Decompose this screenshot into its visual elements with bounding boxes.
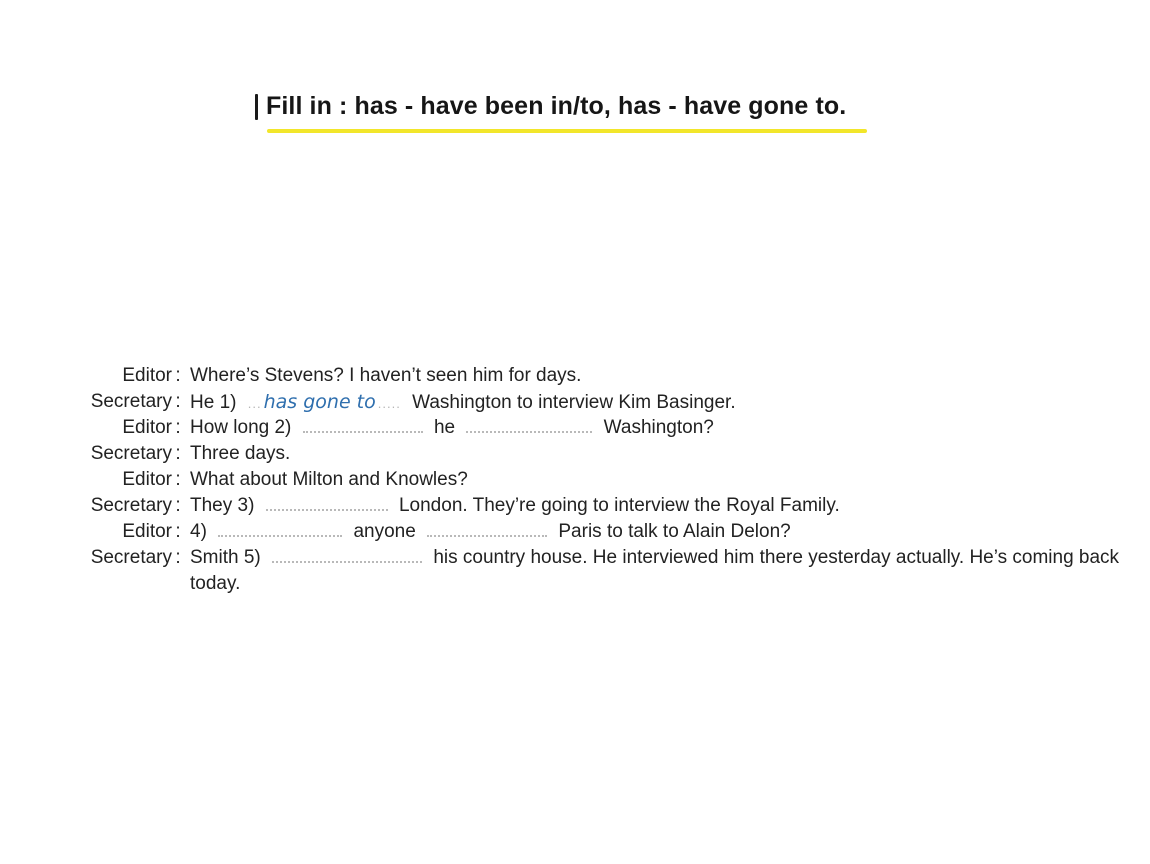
- heading-highlight-underline: [267, 129, 867, 133]
- exercise-title: Fill in : has - have been in/to, has - have gone to.: [266, 92, 847, 120]
- text-segment: Paris to talk to Alain Delon?: [558, 521, 791, 542]
- text-segment: What about Milton and Knowles?: [190, 469, 468, 490]
- text-segment: Washington?: [603, 417, 714, 438]
- dialogue-line: [60, 363, 1120, 389]
- blank-4a[interactable]: [218, 521, 342, 537]
- text-segment: They 3): [190, 495, 255, 516]
- text-segment: 4): [190, 521, 207, 542]
- speaker-label: Editor: [122, 521, 172, 542]
- speaker-label: Secretary: [90, 443, 172, 464]
- exercise-heading: [255, 92, 875, 121]
- blank-2a[interactable]: [303, 417, 423, 433]
- line-text: [190, 493, 1120, 519]
- heading-marker: [255, 94, 258, 120]
- dot-leader: .....: [377, 396, 401, 411]
- colon: :: [175, 365, 181, 386]
- colon: :: [175, 391, 181, 412]
- line-text: [190, 519, 1120, 545]
- line-text: [190, 441, 1120, 467]
- text-segment: his country house. He interviewed him there yesterday actually. He’s coming back today.: [190, 547, 1120, 594]
- blank-2b[interactable]: [466, 417, 592, 433]
- dialogue-line: [60, 545, 1120, 597]
- colon: :: [175, 469, 181, 490]
- line-text: [190, 467, 1120, 493]
- speaker-label: Secretary: [90, 391, 172, 412]
- text-segment: Three days.: [190, 443, 291, 464]
- blank-3[interactable]: [266, 495, 388, 511]
- line-text: [190, 389, 1120, 417]
- colon: :: [175, 417, 181, 438]
- text-segment: How long 2): [190, 417, 292, 438]
- dialogue: [60, 363, 1120, 597]
- text-segment: Where’s Stevens? I haven’t seen him for days.: [190, 365, 582, 386]
- dialogue-line: [60, 415, 1120, 441]
- colon: :: [175, 443, 181, 464]
- dialogue-line: [60, 519, 1120, 545]
- colon: :: [175, 521, 181, 542]
- text-segment: Washington to interview Kim Basinger.: [412, 392, 736, 413]
- speaker-label: Editor: [122, 469, 172, 490]
- colon: :: [175, 547, 181, 568]
- blank-5[interactable]: [272, 547, 422, 563]
- answer-1: has gone to: [263, 391, 376, 413]
- text-segment: he: [433, 417, 456, 438]
- dot-leader: ...: [247, 396, 262, 411]
- blank-4b[interactable]: [427, 521, 547, 537]
- speaker-label: Secretary: [90, 547, 172, 568]
- dialogue-line: [60, 467, 1120, 493]
- line-text: [190, 363, 1120, 389]
- dialogue-line: [60, 441, 1120, 467]
- dialogue-line: [60, 389, 1120, 415]
- text-segment: He 1): [190, 392, 237, 413]
- text-segment: Smith 5): [190, 547, 261, 568]
- line-text: [190, 545, 1120, 597]
- text-segment: anyone: [353, 521, 416, 542]
- speaker-label: Editor: [122, 417, 172, 438]
- text-segment: London. They’re going to interview the Royal Family.: [398, 495, 840, 516]
- line-text: [190, 415, 1120, 441]
- colon: :: [175, 495, 181, 516]
- speaker-label: Secretary: [90, 495, 172, 516]
- dialogue-line: [60, 493, 1120, 519]
- blank-1[interactable]: [248, 389, 401, 417]
- speaker-label: Editor: [122, 365, 172, 386]
